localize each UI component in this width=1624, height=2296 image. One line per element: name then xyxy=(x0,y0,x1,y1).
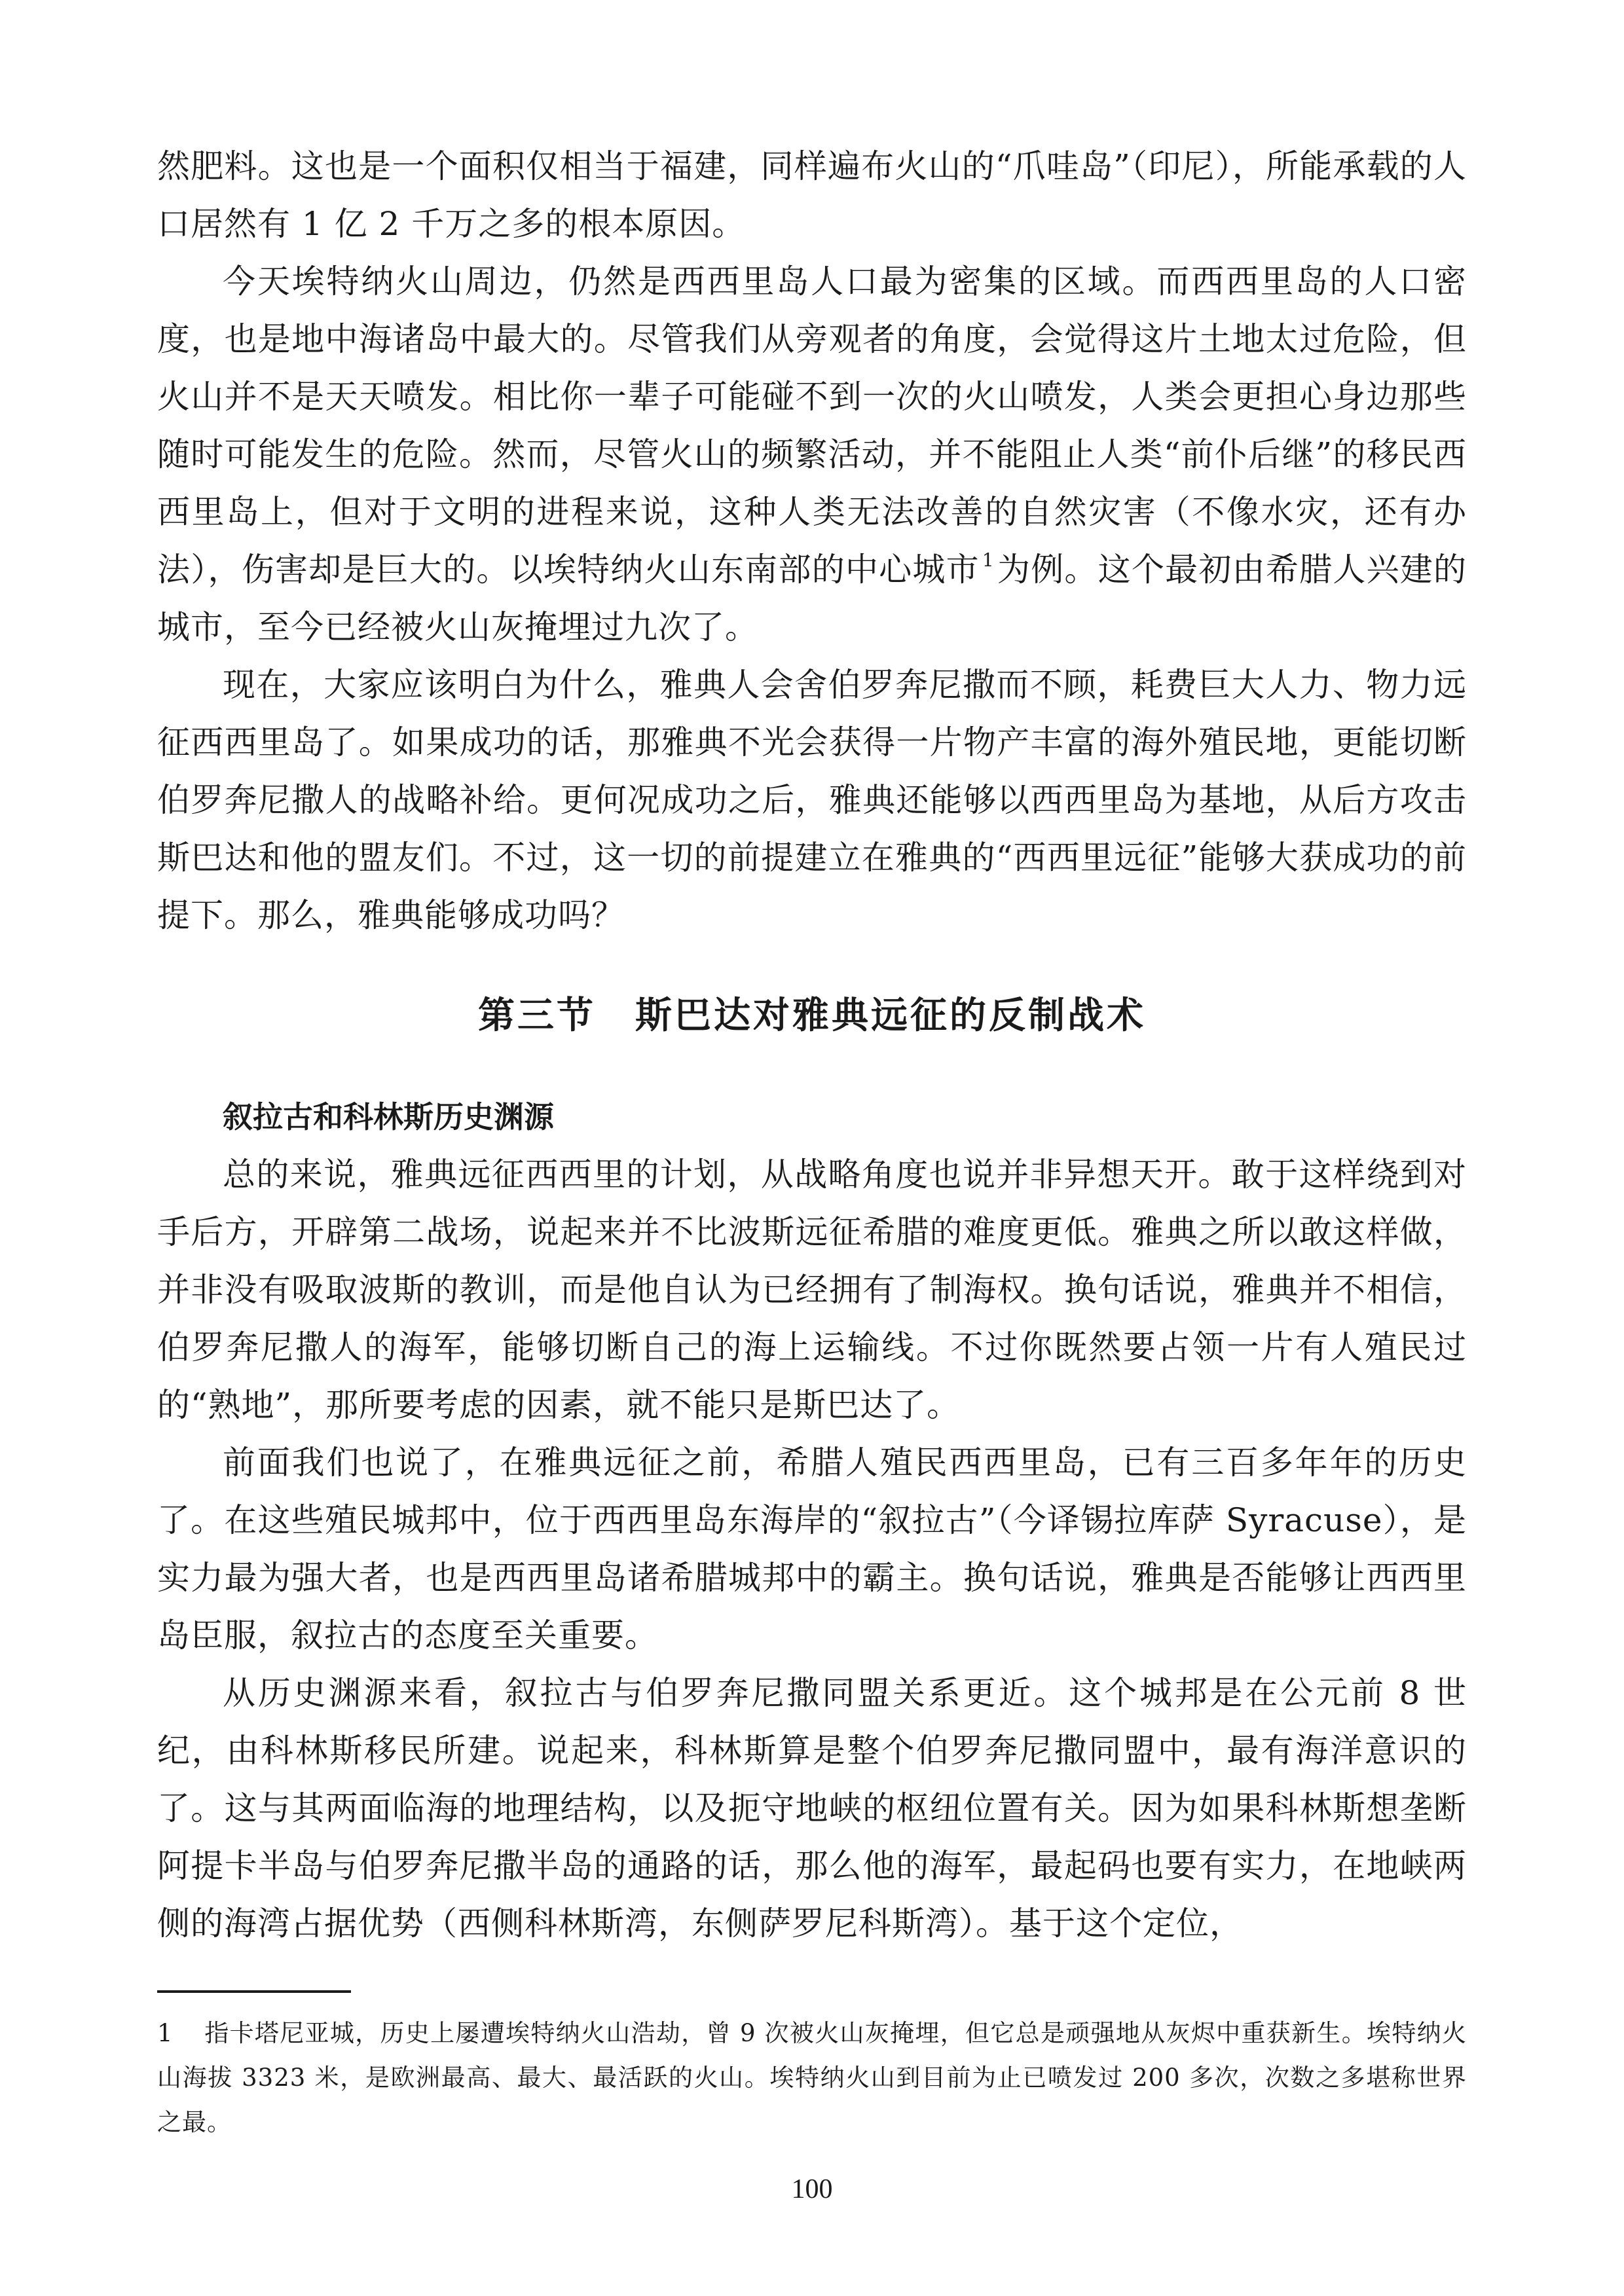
footnote xyxy=(157,2011,1467,2145)
paragraph-2 xyxy=(157,253,1467,656)
footnote-text: 指卡塔尼亚城，历史上屡遭埃特纳火山浩劫，曾 9 次被火山灰掩埋，但它总是顽强地从灰烬中重获新生。埃特纳火山海拔 3323 米，是欧洲最高、最大、最活跃的火山。埃特纳火山到目前为止已喷发过 200 多次，次数之多堪称世界之最。 xyxy=(157,2019,1467,2136)
footnote-divider xyxy=(157,1990,351,1993)
paragraph-5: 前面我们也说了，在雅典远征之前，希腊人殖民西西里岛，已有三百多年年的历史了。在这些殖民城邦中，位于西西里岛东海岸的“叙拉古”（今译锡拉库萨 Syracuse），是实力最为强大者，也是西西里岛诸希腊城邦中的霸主。换句话说，雅典是否能够让西西里岛臣服，叙拉古的态度至关重要。 xyxy=(157,1444,1467,1654)
paragraph-2-text-after: 为例。这个最初由希腊人兴建的城市，至今已经被火山灰掩埋过九次了。 xyxy=(157,551,1467,646)
sub-heading: 叙拉古和科林斯历史渊源 xyxy=(223,1099,554,1135)
footnote-number: 1 xyxy=(157,2019,174,2047)
section-title: 第三节 斯巴达对雅典远征的反制战术 xyxy=(478,994,1146,1037)
paragraph-3: 现在，大家应该明白为什么，雅典人会舍伯罗奔尼撒而不顾，耗费巨大人力、物力远征西西里岛了。如果成功的话，那雅典不光会获得一片物产丰富的海外殖民地，更能切断伯罗奔尼撒人的战略补给。更何况成功之后，雅典还能够以西西里岛为基地，从后方攻击斯巴达和他的盟友们。不过，这一切的前提建立在雅典的“西西里远征”能够大获成功的前提下。那么，雅典能够成功吗？ xyxy=(157,666,1467,934)
page-body xyxy=(157,137,1467,1952)
paragraph-2-text: 今天埃特纳火山周边，仍然是西西里岛人口最为密集的区域。而西西里岛的人口密度，也是地中海诸岛中最大的。尽管我们从旁观者的角度，会觉得这片土地太过危险，但火山并不是天天喷发。相比你一辈子可能碰不到一次的火山喷发，人类会更担心身边那些随时可能发生的危险。然而，尽管火山的频繁活动，并不能阻止人类“前仆后继”的移民西西里岛上，但对于文明的进程来说，这种人类无法改善的自然灾害（不像水灾，还有办法），伤害却是巨大的。以埃特纳火山东南部的中心城市 xyxy=(157,263,1467,589)
footnote-reference: 1 xyxy=(982,549,995,571)
page-number: 100 xyxy=(791,2174,833,2204)
paragraph-4: 总的来说，雅典远征西西里的计划，从战略角度也说并非异想天开。敢于这样绕到对手后方，开辟第二战场，说起来并不比波斯远征希腊的难度更低。雅典之所以敢这样做，并非没有吸取波斯的教训，而是他自认为已经拥有了制海权。换句话说，雅典并不相信，伯罗奔尼撒人的海军，能够切断自己的海上运输线。不过你既然要占领一片有人殖民过的“熟地”，那所要考虑的因素，就不能只是斯巴达了。 xyxy=(157,1156,1467,1424)
paragraph-6: 从历史渊源来看，叙拉古与伯罗奔尼撒同盟关系更近。这个城邦是在公元前 8 世纪，由科林斯移民所建。说起来，科林斯算是整个伯罗奔尼撒同盟中，最有海洋意识的了。这与其两面临海的地理结构，以及扼守地峡的枢纽位置有关。因为如果科林斯想垄断阿提卡半岛与伯罗奔尼撒半岛的通路的话，那么他的海军，最起码也要有实力，在地峡两侧的海湾占据优势（西侧科林斯湾，东侧萨罗尼科斯湾）。基于这个定位， xyxy=(157,1674,1467,1942)
paragraph-1: 然肥料。这也是一个面积仅相当于福建，同样遍布火山的“爪哇岛”（印尼），所能承载的人口居然有 1 亿 2 千万之多的根本原因。 xyxy=(157,147,1467,243)
